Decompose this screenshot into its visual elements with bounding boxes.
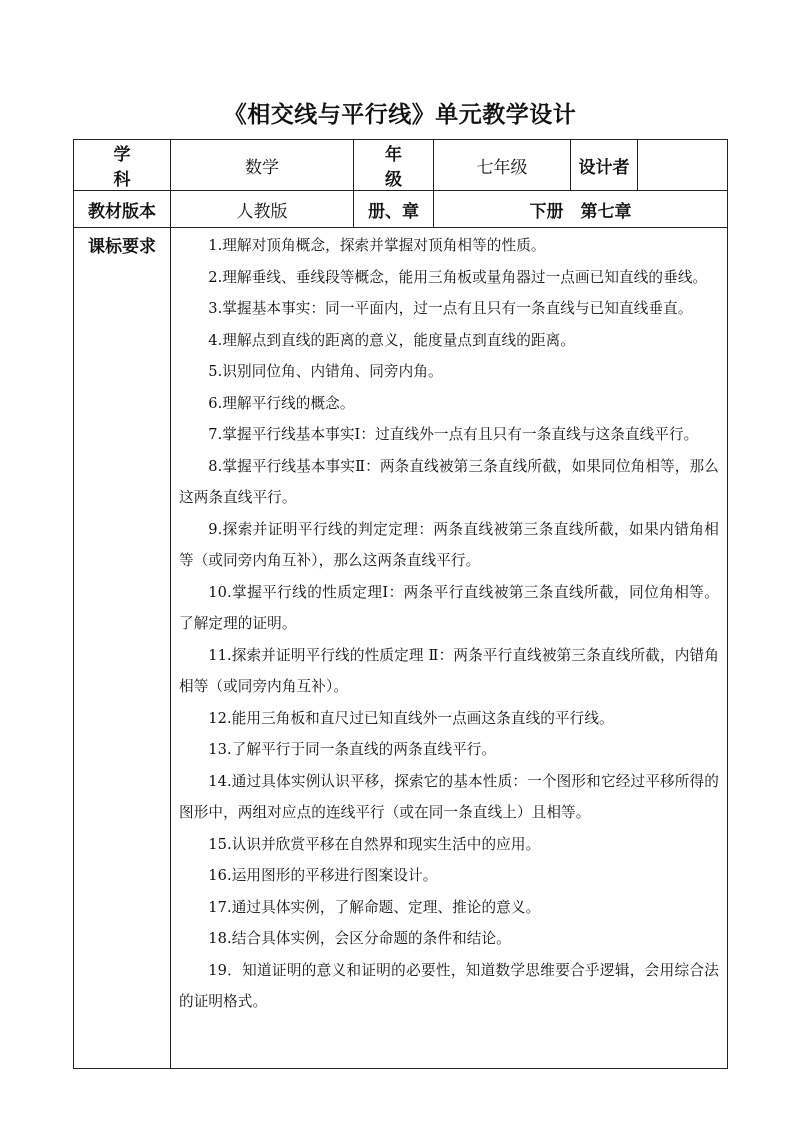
subject-label: 学科 xyxy=(74,140,171,191)
requirement-item: 1.理解对顶角概念，探索并掌握对顶角相等的性质。 xyxy=(208,237,546,254)
volume-chapter-value: 下册 第七章 xyxy=(434,191,728,228)
designer-value xyxy=(638,140,728,191)
requirement-item: 16.运用图形的平移进行图案设计。 xyxy=(208,867,438,884)
grade-value: 七年级 xyxy=(434,140,571,191)
table-row-textbook xyxy=(74,191,728,228)
requirements-list xyxy=(171,228,728,1069)
requirement-item: 4.理解点到直线的距离的意义，能度量点到直线的距离。 xyxy=(208,331,575,349)
requirement-item: 10.掌握平行线的性质定理Ⅰ：两条平行直线被第三条直线所截，同位角相等。了解定理的证明。 xyxy=(179,583,719,632)
subject-value: 数学 xyxy=(171,140,354,191)
grade-label: 年级 xyxy=(354,140,434,191)
table-row-subject xyxy=(74,140,728,191)
textbook-value: 人教版 xyxy=(171,191,354,228)
requirement-item: 11.探索并证明平行线的性质定理 Ⅱ：两条平行直线被第三条直线所截，内错角相等（或同旁内角互补）。 xyxy=(179,646,719,695)
requirements-label: 课标要求 xyxy=(74,228,171,1069)
requirement-item: 13.了解平行于同一条直线的两条直线平行。 xyxy=(208,741,497,758)
requirement-item: 19．知道证明的意义和证明的必要性，知道数学思维要合乎逻辑，会用综合法的证明格式。 xyxy=(179,961,719,1010)
requirement-item: 2.理解垂线、垂线段等概念，能用三角板或量角器过一点画已知直线的垂线。 xyxy=(208,268,708,286)
requirement-item: 15.认识并欣赏平移在自然界和现实生活中的应用。 xyxy=(208,835,541,853)
requirement-item: 18.结合具体实例，会区分命题的条件和结论。 xyxy=(208,930,511,947)
requirement-item: 17.通过具体实例，了解命题、定理、推论的意义。 xyxy=(208,898,541,916)
requirement-item: 8.掌握平行线基本事实Ⅱ：两条直线被第三条直线所截，如果同位角相等，那么这两条直线平行。 xyxy=(179,457,719,506)
requirement-item: 14.通过具体实例认识平移，探索它的基本性质：一个图形和它经过平移所得的图形中，两组对应点的连线平行（或在同一条直线上）且相等。 xyxy=(179,772,719,821)
table-row-requirements xyxy=(74,228,728,1069)
designer-label: 设计者 xyxy=(571,140,638,191)
requirement-item: 3.掌握基本事实：同一平面内，过一点有且只有一条直线与已知直线垂直。 xyxy=(208,300,693,317)
requirement-item: 9.探索并证明平行线的判定定理：两条直线被第三条直线所截，如果内错角相等（或同旁内角互补），那么这两条直线平行。 xyxy=(179,520,719,569)
requirement-item: 12.能用三角板和直尺过已知直线外一点画这条直线的平行线。 xyxy=(208,709,614,727)
textbook-label: 教材版本 xyxy=(74,191,171,228)
document-title: 《相交线与平行线》单元教学设计 xyxy=(223,102,577,128)
requirement-item: 7.掌握平行线基本事实Ⅰ：过直线外一点有且只有一条直线与这条直线平行。 xyxy=(208,426,699,443)
requirement-item: 5.识别同位角、内错角、同旁内角。 xyxy=(208,363,443,380)
requirement-item: 6.理解平行线的概念。 xyxy=(208,394,355,412)
volume-chapter-label: 册、章 xyxy=(354,191,434,228)
lesson-design-table xyxy=(73,139,728,1069)
